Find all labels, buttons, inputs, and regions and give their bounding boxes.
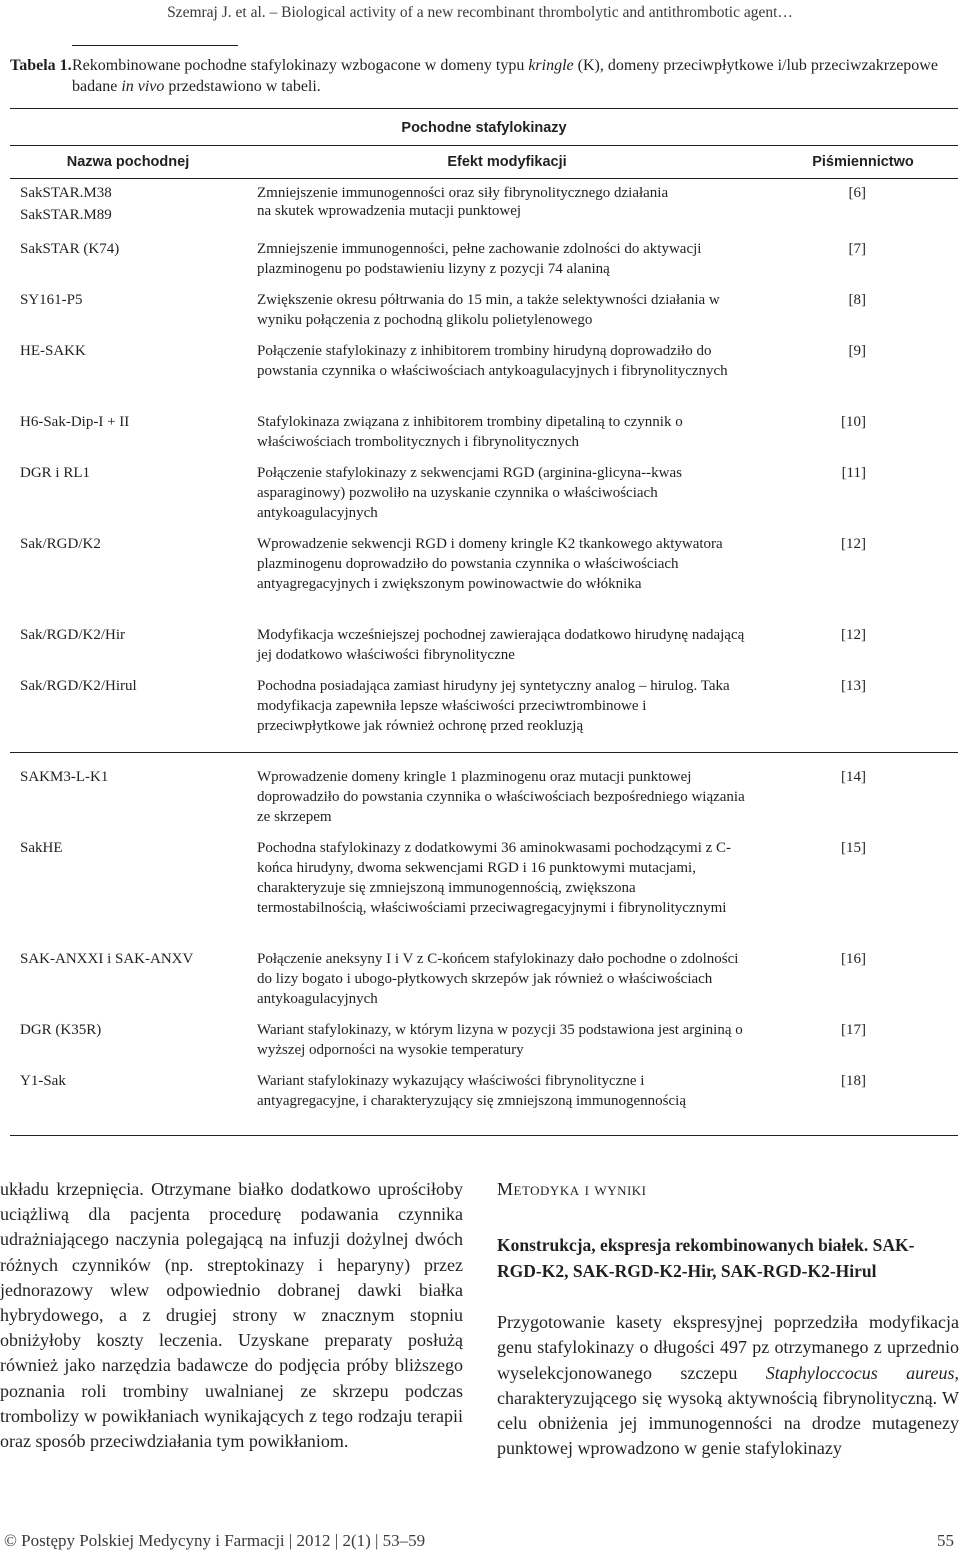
table-row [10, 205, 958, 239]
table-row [10, 625, 958, 676]
row-name: Sak/RGD/K2/Hir [20, 627, 125, 643]
table-section-rule [10, 752, 958, 753]
caption-text-part3: przedstawiono w tabeli. [164, 78, 321, 95]
running-header: Szemraj J. et al. – Biological activity of a new recombinant thrombolytic and antithrombotic agent… [167, 4, 793, 21]
row-name: SakSTAR.M38 [20, 185, 112, 201]
row-ref: [17] [841, 1022, 866, 1038]
row-ref: [12] [841, 536, 866, 552]
table-row [10, 239, 958, 290]
row-ref: [12] [841, 627, 866, 643]
row-effect: Zwiększenie okresu półtrwania do 15 min, a także selektywności działania w wyniku połączenia z pochodną glikolu polietylenowego [257, 292, 720, 328]
row-effect: Zmniejszenie immunogenności, pełne zachowanie zdolności do aktywacji plazminogenu po podstawieniu lizyny z pozycji 74 alaniną [257, 241, 702, 277]
row-ref: [14] [841, 769, 866, 785]
right-paragraph-part1: Przygotowanie kasety ekspresyjnej poprzedziła modyfikacja genu stafylokinazy o długości 497 pz otrzymanego z uprzednio wyselekcjonowanego szczepu [497, 1312, 959, 1383]
row-effect: Wprowadzenie domeny kringle 1 plazminogenu oraz mutacji punktowej doprowadziło do powstania czynnika o właściwościach bezpośredniego wiązania ze skrzepem [257, 769, 745, 825]
row-name: H6-Sak-Dip-I + II [20, 414, 130, 430]
table-caption [10, 55, 940, 97]
row-ref: [11] [841, 465, 866, 481]
caption-rule [72, 45, 238, 46]
table-row [10, 1020, 958, 1071]
left-text-column [0, 1177, 463, 1454]
caption-text-part1: Rekombinowane pochodne stafylokinazy wzbogacone w domeny typu [72, 57, 529, 74]
table-column-headers [10, 146, 958, 179]
row-effect: Modyfikacja wcześniejszej pochodnej zawierająca dodatkowo hirudynę nadającą jej dodatkowo właściwości fibrynolityczne [257, 627, 745, 663]
caption-label: Tabela 1. [10, 57, 72, 74]
row-effect: Wprowadzenie sekwencji RGD i domeny kringle K2 tkankowego aktywatora plazminogenu doprowadziło do powstania czynnika o właściwościach antyagregacyjnych i zwiększonym powinowactwie do włóknika [257, 536, 723, 592]
right-text-column [497, 1177, 959, 1461]
row-name: SAK-ANXXI i SAK-ANXV [20, 951, 194, 967]
row-ref: [13] [841, 678, 866, 694]
row-name: SakHE [20, 840, 63, 856]
row-effect: Pochodna stafylokinazy z dodatkowymi 36 aminokwasami pochodzącymi z C-końca hirudyny, dwoma sekwencjami RGD i 16 punktowymi mutacjami, charakteryzuje się zmniejszoną immunogennością, zwiększona termostabilnością, właściwościami przeciwagregacyjnymi i fibrynolitycznymi [257, 840, 732, 916]
row-ref: [9] [848, 343, 866, 359]
right-paragraph-part2: charakteryzującego się wysoką aktywnością fibrynolityczną. W celu obniżenia jej immunogenności na drodze mutagenezy punktowej wprowadzono w genie stafylokinazy [497, 1387, 959, 1459]
table-row [10, 767, 958, 838]
row-ref [747, 205, 958, 239]
table-row [10, 838, 958, 949]
page-footer [0, 1528, 960, 1554]
left-paragraph: układu krzepnięcia. Otrzymane białko dodatkowo uprościłoby uciążliwą dla pacjenta procedurę podawania czynnika udrażniającego naczynia polegającą na infuzji dożylnej dwóch różnych czynników (np. streptokinazy i heparyny) przez jednorazowy wlew odpowiednio dobranej dawki białka hybrydowego, a z drugiej strony w znacznym stopniu obniżyłoby koszty leczenia. Uzyskane preparaty posłużą również jako narzędzia badawcze do podjęcia próby bliższego poznania roli trombiny uwalnianej ze skrzepu podczas trombolizy w powikłaniach wynikających z tego rodzaju terapii oraz sposób przeciwdziałania tym powikłaniom. [0, 1179, 463, 1452]
journal-citation: © Postępy Polskiej Medycyny i Farmacji | 2012 | 2(1) | 53–59 [4, 1531, 426, 1550]
caption-text-part2: (K), domeny przeciwpłytkowe i/lub przeciwzakrzepowe badane [72, 57, 938, 95]
table-row [10, 1071, 958, 1135]
row-name: HE-SAKK [20, 343, 86, 359]
row-name: Sak/RGD/K2/Hirul [20, 678, 137, 694]
row-effect: Połączenie stafylokinazy z inhibitorem trombiny hirudyną doprowadziło do powstania czynnika o właściwościach antykoagulacyjnych i fibrynolitycznych [257, 343, 728, 379]
row-ref: [6] [848, 185, 866, 201]
row-name: SY161-P5 [20, 292, 83, 308]
row-effect: Połączenie aneksyny I i V z C-końcem stafylokinazy dało pochodne o zdolności do lizy bogato i ubogo-płytkowych skrzepów jak również o właściwościach antykoagulacyjnych [257, 951, 739, 1007]
row-name: DGR i RL1 [20, 465, 91, 481]
row-ref: [8] [848, 292, 866, 308]
subsection-heading: Konstrukcja, ekspresja rekombinowanych białek. SAK-RGD-K2, SAK-RGD-K2-Hir, SAK-RGD-K2-Hirul [497, 1235, 915, 1282]
derivatives-table [10, 108, 958, 1136]
row-ref: [10] [841, 414, 866, 430]
caption-text [10, 55, 940, 97]
section-title-text: Metodyka i wyniki [497, 1179, 647, 1199]
row-name: Y1-Sak [20, 1073, 66, 1089]
table-row [10, 341, 958, 412]
row-name: DGR (K35R) [20, 1022, 102, 1038]
table-row [10, 463, 958, 534]
row-name: SakSTAR.M89 [20, 207, 112, 223]
row-effect: Wariant stafylokinazy, w którym lizyna w pozycji 35 podstawiona jest argininą o wyższej odporności na wysokie temperatury [257, 1022, 743, 1058]
table-row [10, 949, 958, 1020]
caption-italic-in-vivo: in vivo [121, 78, 165, 95]
row-name: SakSTAR (K74) [20, 241, 120, 257]
page-number: 55 [937, 1531, 954, 1550]
species-name: Staphyloccocus aureus, [765, 1362, 960, 1383]
table-row [10, 412, 958, 463]
row-ref: [16] [841, 951, 866, 967]
row-effect: Stafylokinaza związana z inhibitorem trombiny dipetaliną to czynnik o właściwościach trombolitycznych i fibrynolitycznych [257, 414, 683, 450]
row-ref: [15] [841, 840, 866, 856]
table-row [10, 676, 958, 752]
table-group-header: Pochodne stafylokinazy [10, 109, 958, 146]
table-body [10, 183, 958, 1135]
section-title [497, 1177, 959, 1202]
right-paragraph [497, 1310, 959, 1461]
column-header-effect: Efekt modyfikacji [447, 154, 567, 170]
row-name: SAKM3-L-K1 [20, 769, 109, 785]
row-effect: Pochodna posiadająca zamiast hirudyny jej syntetyczny analog – hirulog. Taka modyfikacja zapewniła lepsze właściwości przeciwtrombinowe i przeciwpłytkowe jak również ochronę przed reokluzją [257, 678, 730, 734]
row-effect: Zmniejszenie immunogenności oraz siły fibrynolitycznego działania [257, 185, 669, 201]
row-effect: na skutek wprowadzenia mutacji punktowej [257, 203, 522, 219]
column-header-refs: Piśmiennictwo [812, 154, 914, 170]
table-row [10, 534, 958, 625]
table-bottom-rule [10, 1135, 958, 1136]
table-row [10, 290, 958, 341]
column-header-name: Nazwa pochodnej [66, 154, 190, 170]
row-effect: Połączenie stafylokinazy z sekwencjami RGD (arginina-glicyna--kwas asparaginowy) pozwoliło na uzyskanie czynnika o właściwościach antykoagulacyjnych [257, 465, 682, 521]
row-effect: Wariant stafylokinazy wykazujący właściwości fibrynolityczne i antyagregacyjne, i charakteryzujący się zmniejszoną immunogennością [257, 1073, 686, 1109]
caption-italic-kringle: kringle [528, 57, 574, 74]
row-name: Sak/RGD/K2 [20, 536, 101, 552]
row-ref: [7] [848, 241, 866, 257]
row-ref: [18] [841, 1073, 866, 1089]
